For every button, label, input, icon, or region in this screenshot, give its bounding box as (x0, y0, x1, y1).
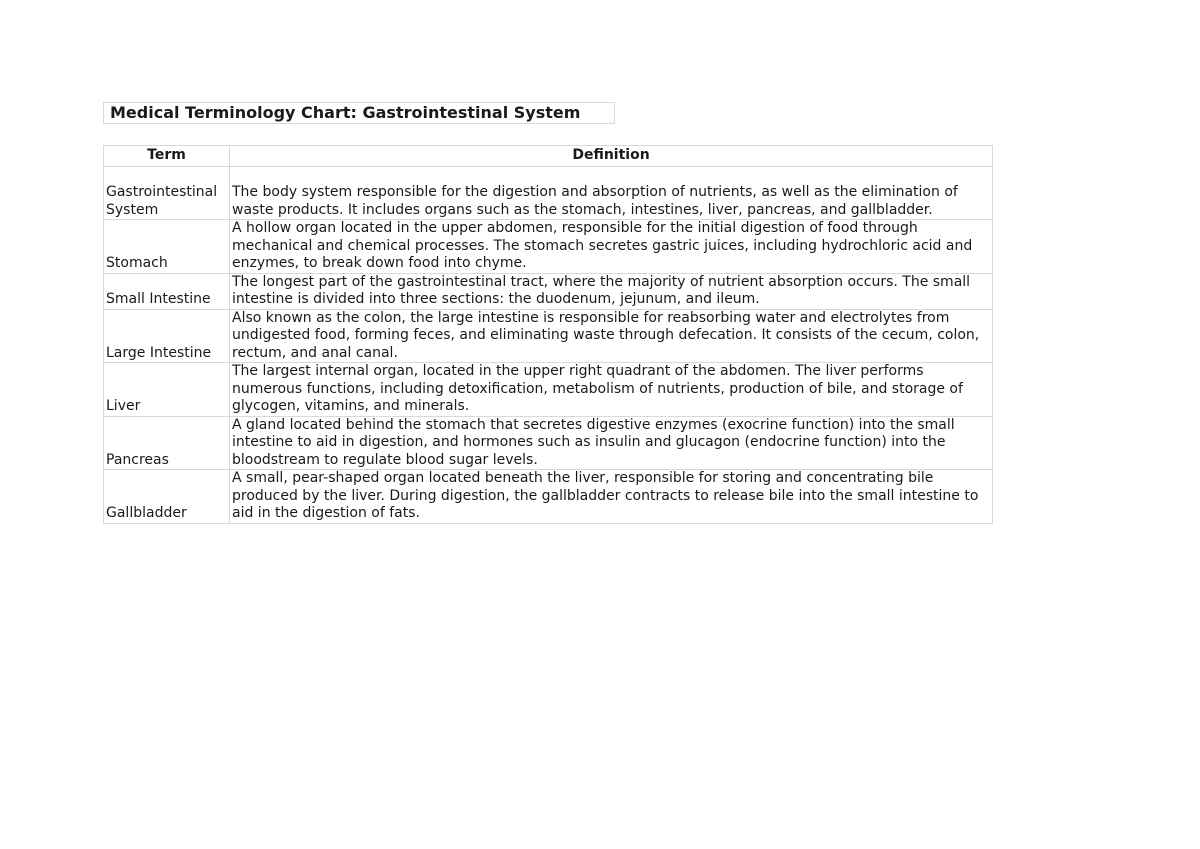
page-title: Medical Terminology Chart: Gastrointestinal System (103, 102, 615, 124)
table-row (104, 470, 993, 524)
definition-cell: The largest internal organ, located in the upper right quadrant of the abdomen. The liver performs numerous functions, including detoxification, metabolism of nutrients, production of bile, and storage of glycogen, vitamins, and minerals. (230, 363, 993, 417)
table-row (104, 416, 993, 470)
table-header-row (104, 146, 993, 167)
terminology-table (103, 145, 993, 524)
definition-cell: The longest part of the gastrointestinal tract, where the majority of nutrient absorption occurs. The small intestine is divided into three sections: the duodenum, jejunum, and ileum. (230, 273, 993, 309)
table-row (104, 220, 993, 274)
table-row (104, 363, 993, 417)
term-cell: Liver (104, 363, 230, 417)
term-cell: Gallbladder (104, 470, 230, 524)
definition-cell: A hollow organ located in the upper abdomen, responsible for the initial digestion of food through mechanical and chemical processes. The stomach secretes gastric juices, including hydrochloric acid and enzymes, to break down food into chyme. (230, 220, 993, 274)
table-row (104, 167, 993, 220)
term-cell: Small Intestine (104, 273, 230, 309)
definition-cell: The body system responsible for the digestion and absorption of nutrients, as well as the elimination of waste products. It includes organs such as the stomach, intestines, liver, pancreas, and gallbladder. (230, 167, 993, 220)
header-definition: Definition (230, 146, 993, 167)
term-cell: Stomach (104, 220, 230, 274)
definition-cell: A small, pear-shaped organ located beneath the liver, responsible for storing and concentrating bile produced by the liver. During digestion, the gallbladder contracts to release bile into the small intestine to aid in the digestion of fats. (230, 470, 993, 524)
table-row (104, 309, 993, 363)
definition-cell: A gland located behind the stomach that secretes digestive enzymes (exocrine function) into the small intestine to aid in digestion, and hormones such as insulin and glucagon (endocrine function) into the bloodstream to regulate blood sugar levels. (230, 416, 993, 470)
term-cell: Pancreas (104, 416, 230, 470)
header-term: Term (104, 146, 230, 167)
term-cell: Gastrointestinal System (104, 167, 230, 220)
table-row (104, 273, 993, 309)
definition-cell: Also known as the colon, the large intestine is responsible for reabsorbing water and electrolytes from undigested food, forming feces, and eliminating waste through defecation. It consists of the cecum, colon, rectum, and anal canal. (230, 309, 993, 363)
term-cell: Large Intestine (104, 309, 230, 363)
